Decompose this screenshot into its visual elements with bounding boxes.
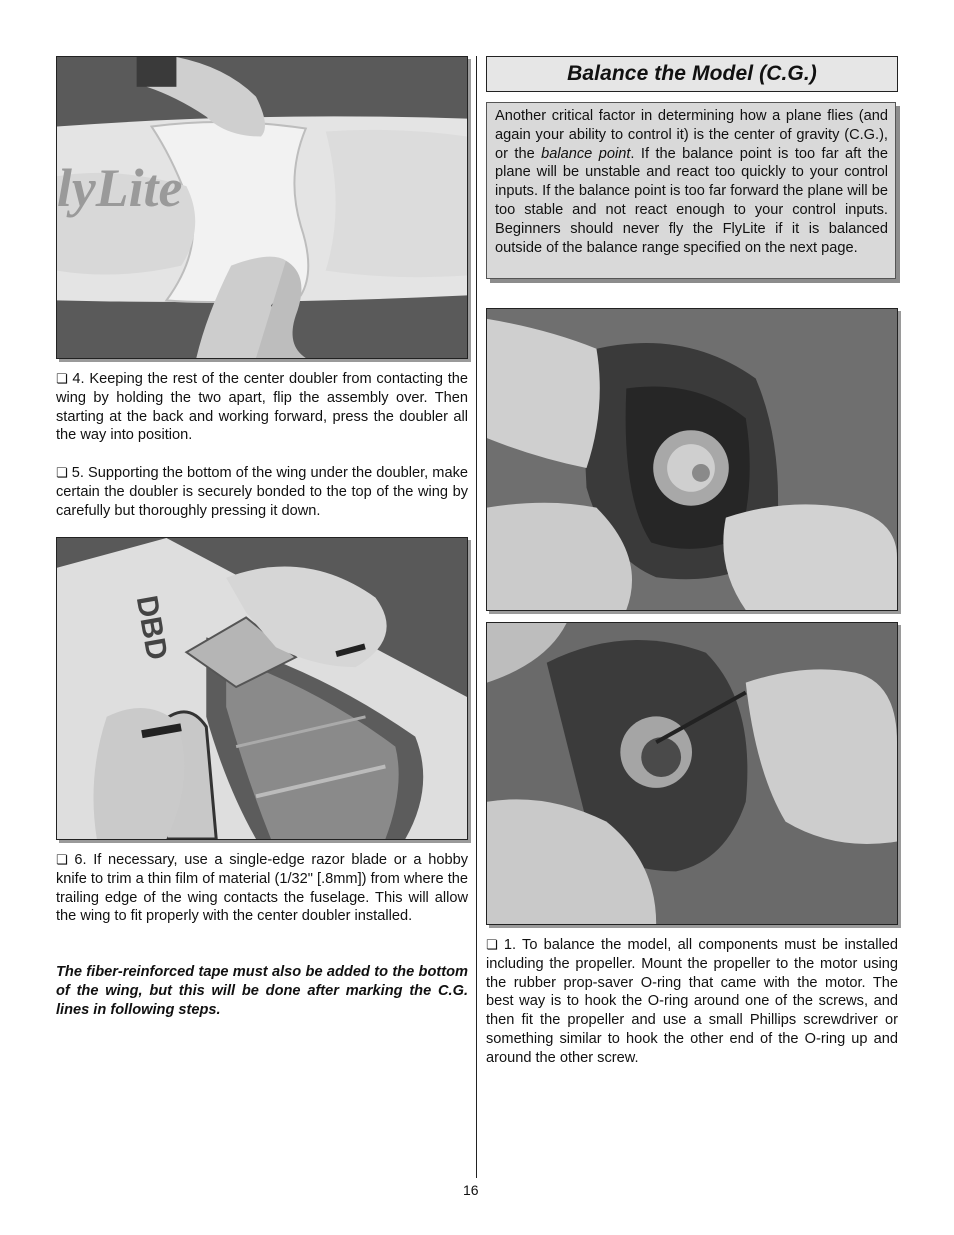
step-4-text [56, 370, 468, 445]
photo-doubler-flip [56, 56, 468, 359]
tape-note: The fiber-reinforced tape must also be added to the bottom of the wing, but this will be done after marking the C.G. lines in following steps. [56, 964, 468, 1018]
step-4-body: 4. Keeping the rest of the center doubler from contacting the wing by holding the two apart, flip the assembly over. Then starting at the back and working forward, press the doubler all the way into position. [56, 371, 468, 444]
intro-text: Another critical factor in determining how a plane flies (and again your ability to control it) is the center of gravity (C.G.), or the balance point. If the balance point is too far aft the plane will be unstable and react too quickly to your control inputs. If the balance point is too far forward the plane will be too stable and not react enough to your control inputs. Beginners should never fly the FlyLite if it is balanced outside of the balance range specified on the next page. [495, 108, 888, 256]
intro-callout [486, 102, 896, 279]
page-number: 16 [463, 1182, 479, 1198]
step-5-checkbox[interactable]: ❏ [56, 465, 68, 480]
balance-step-1-text [486, 936, 898, 1068]
fuselage-decal: DBD [129, 593, 174, 663]
section-heading-box [486, 56, 898, 92]
step-5-text [56, 464, 468, 520]
section-heading: Balance the Model (C.G.) [567, 62, 817, 85]
photo-razor-trim [56, 537, 468, 840]
photo-screwdriver-oring [486, 622, 898, 925]
balance-point-term: balance point [541, 145, 631, 162]
column-divider [476, 56, 477, 1178]
balance-step-1-body: 1. To balance the model, all components must be installed including the propeller. Mount the propeller to the motor using the rubber prop-saver O-ring that came with the motor. The best way is to hook the O-ring around one of the screws, and then fit the propeller and use a small Phillips screwdriver or something similar to hook the other end of the O-ring up and around the other screw. [486, 937, 898, 1066]
photo-screwdriver-oring-image [487, 623, 897, 924]
photo-doubler-flip-image [57, 57, 467, 358]
step-6-text [56, 851, 468, 926]
photo-motor-oring [486, 308, 898, 611]
photo-motor-oring-image [487, 309, 897, 610]
step-6-body: 6. If necessary, use a single-edge razor blade or a hobby knife to trim a thin film of material (1/32" [.8mm]) from where the trailing edge of the wing contacts the fuselage. This will allow the wing to fit properly with the center doubler installed. [56, 852, 468, 925]
step-6-checkbox[interactable]: ❏ [56, 852, 68, 867]
balance-step-1-checkbox[interactable]: ❏ [486, 937, 498, 952]
step-4-checkbox[interactable]: ❏ [56, 371, 68, 386]
photo-razor-trim-image [57, 538, 467, 839]
flylite-logo: lyLite [57, 158, 183, 218]
step-5-body: 5. Supporting the bottom of the wing under the doubler, make certain the doubler is securely bonded to the top of the wing by carefully but thoroughly pressing it down. [56, 465, 468, 519]
